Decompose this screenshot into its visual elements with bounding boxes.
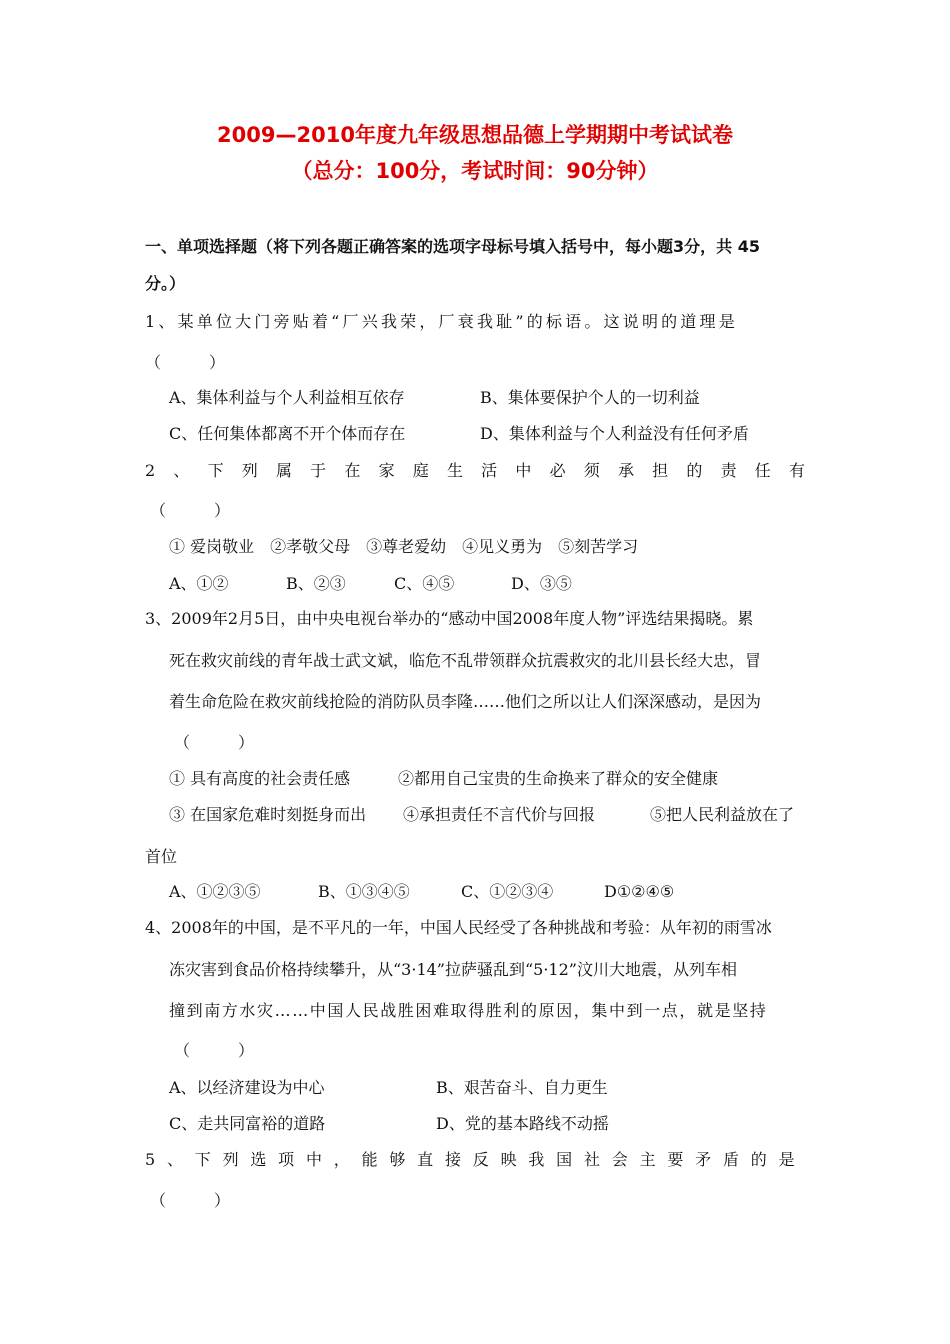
- q4-option-b: B、艰苦奋斗、自力更生: [436, 1078, 608, 1097]
- q1-answer-bracket: （ ）: [145, 353, 226, 372]
- exam-title: 2009—2010年度九年级思想品德上学期期中考试试卷: [217, 123, 733, 147]
- section-heading: 一、单项选择题（将下列各题正确答案的选项字母标号填入括号中，每小题3分，共 45: [145, 237, 760, 256]
- q2-option-b: B、②③: [286, 574, 346, 593]
- q3-stem-line2: 死在救灾前线的青年战士武文斌，临危不乱带领群众抗震救灾的北川县长经大忠，冒: [169, 651, 762, 670]
- q1-option-b: B、集体要保护个人的一切利益: [480, 388, 700, 407]
- q2-answer-bracket: （ ）: [150, 501, 231, 520]
- q1-option-d: D、集体利益与个人利益没有任何矛盾: [480, 424, 749, 443]
- q4-option-a: A、以经济建设为中心: [169, 1078, 325, 1097]
- q3-option-b: B、①③④⑤: [318, 882, 410, 901]
- q3-option-c: C、①②③④: [461, 882, 554, 901]
- q3-stem-line3: 着生命危险在救灾前线抢险的消防队员李隆……他们之所以让人们深深感动，是因为: [169, 692, 762, 711]
- q2-items: ① 爱岗敬业 ②孝敬父母 ③尊老爱幼 ④见义勇为 ⑤刻苦学习: [169, 537, 639, 556]
- q3-item-3: ③ 在国家危难时刻挺身而出: [169, 805, 367, 824]
- q4-stem-line2: 冻灾害到食品价格持续攀升，从“3·14”拉萨骚乱到“5·12”汶川大地震，从列车相: [169, 960, 737, 979]
- q3-option-a: A、①②③⑤: [169, 882, 261, 901]
- exam-subtitle: （总分：100分，考试时间：90分钟）: [291, 159, 659, 183]
- q3-item-2: ②都用自己宝贵的生命换来了群众的安全健康: [398, 769, 719, 788]
- q2-option-a: A、①②: [169, 574, 229, 593]
- q4-stem-line1: 4、2008年的中国，是不平凡的一年，中国人民经受了各种挑战和考验：从年初的雨雪冰: [145, 918, 772, 937]
- q1-stem: 1、某单位大门旁贴着“厂兴我荣，厂衰我耻”的标语。这说明的道理是: [145, 312, 738, 331]
- q2-option-c: C、④⑤: [394, 574, 455, 593]
- q1-option-a: A、集体利益与个人利益相互依存: [169, 388, 405, 407]
- q3-item-1: ① 具有高度的社会责任感: [169, 769, 351, 788]
- q5-answer-bracket: （ ）: [150, 1191, 231, 1210]
- section-heading-cont: 分。）: [145, 274, 186, 293]
- q3-answer-bracket: （ ）: [174, 733, 255, 752]
- q4-option-c: C、走共同富裕的道路: [169, 1114, 326, 1133]
- q3-option-d: D①②④⑤: [604, 882, 675, 901]
- q4-stem-line3: 撞到南方水灾……中国人民战胜困难取得胜利的原因，集中到一点，就是坚持: [169, 1001, 768, 1020]
- q3-item-5: ⑤把人民利益放在了: [650, 805, 795, 824]
- q1-option-c: C、任何集体都离不开个体而存在: [169, 424, 406, 443]
- q4-answer-bracket: （ ）: [174, 1041, 255, 1060]
- q3-stem-line1: 3、2009年2月5日，由中央电视台举办的“感动中国2008年度人物”评选结果揭晓。累: [145, 609, 754, 628]
- q4-option-d: D、党的基本路线不动摇: [436, 1114, 609, 1133]
- q2-option-d: D、③⑤: [511, 574, 572, 593]
- q5-stem: 5、下列选项中，能够直接反映我国社会主要矛盾的是: [145, 1150, 807, 1169]
- q3-item-5-cont: 首位: [145, 847, 178, 866]
- q2-stem: 2、下列属于在家庭生活中必须承担的责任有: [145, 461, 824, 480]
- q3-item-4: ④承担责任不言代价与回报: [403, 805, 596, 824]
